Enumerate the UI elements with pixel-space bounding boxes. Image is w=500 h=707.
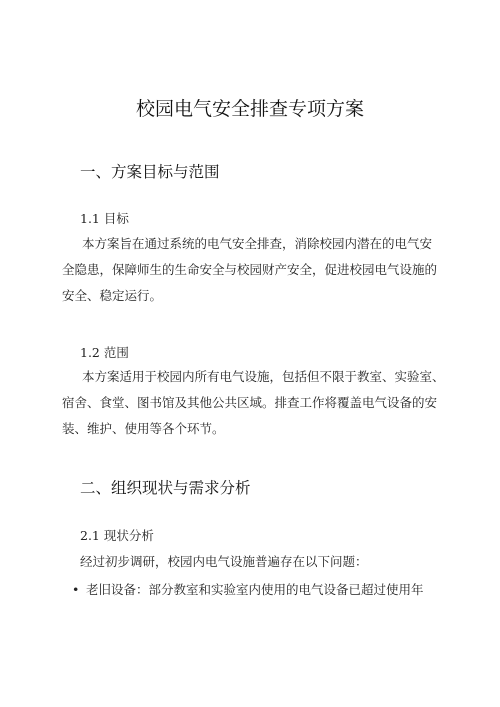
subsection-heading-2-1: 2.1 现状分析	[80, 528, 154, 543]
paragraph-line: 全隐患，保障师生的生命安全与校园财产安全，促进校园电气设施的	[62, 262, 438, 277]
subsection-heading-1-1: 1.1 目标	[80, 211, 129, 226]
paragraph-goal	[62, 231, 440, 309]
list-item-text: 老旧设备：部分教室和实验室内使用的电气设备已超过使用年	[86, 582, 424, 597]
paragraph-line: 本方案适用于校园内所有电气设施，包括但不限于教室、实验室、	[82, 369, 445, 384]
paragraph-status-intro: 经过初步调研，校园内电气设施普遍存在以下问题：	[80, 554, 368, 569]
bullet-marker: •	[72, 582, 80, 597]
section-heading-1: 一、方案目标与范围	[80, 163, 220, 181]
document-title: 校园电气安全排查专项方案	[135, 98, 364, 120]
list-item	[72, 581, 424, 599]
paragraph-scope	[62, 364, 445, 442]
paragraph-line: 宿舍、食堂、图书馆及其他公共区域。排查工作将覆盖电气设备的安	[62, 395, 438, 410]
subsection-heading-1-2: 1.2 范围	[80, 345, 129, 360]
paragraph-line: 装、维护、使用等各个环节。	[62, 421, 225, 436]
paragraph-line: 安全、稳定运行。	[62, 288, 163, 303]
paragraph-line: 本方案旨在通过系统的电气安全排查，消除校园内潜在的电气安	[82, 236, 433, 251]
section-heading-2: 二、组织现状与需求分析	[80, 479, 251, 497]
